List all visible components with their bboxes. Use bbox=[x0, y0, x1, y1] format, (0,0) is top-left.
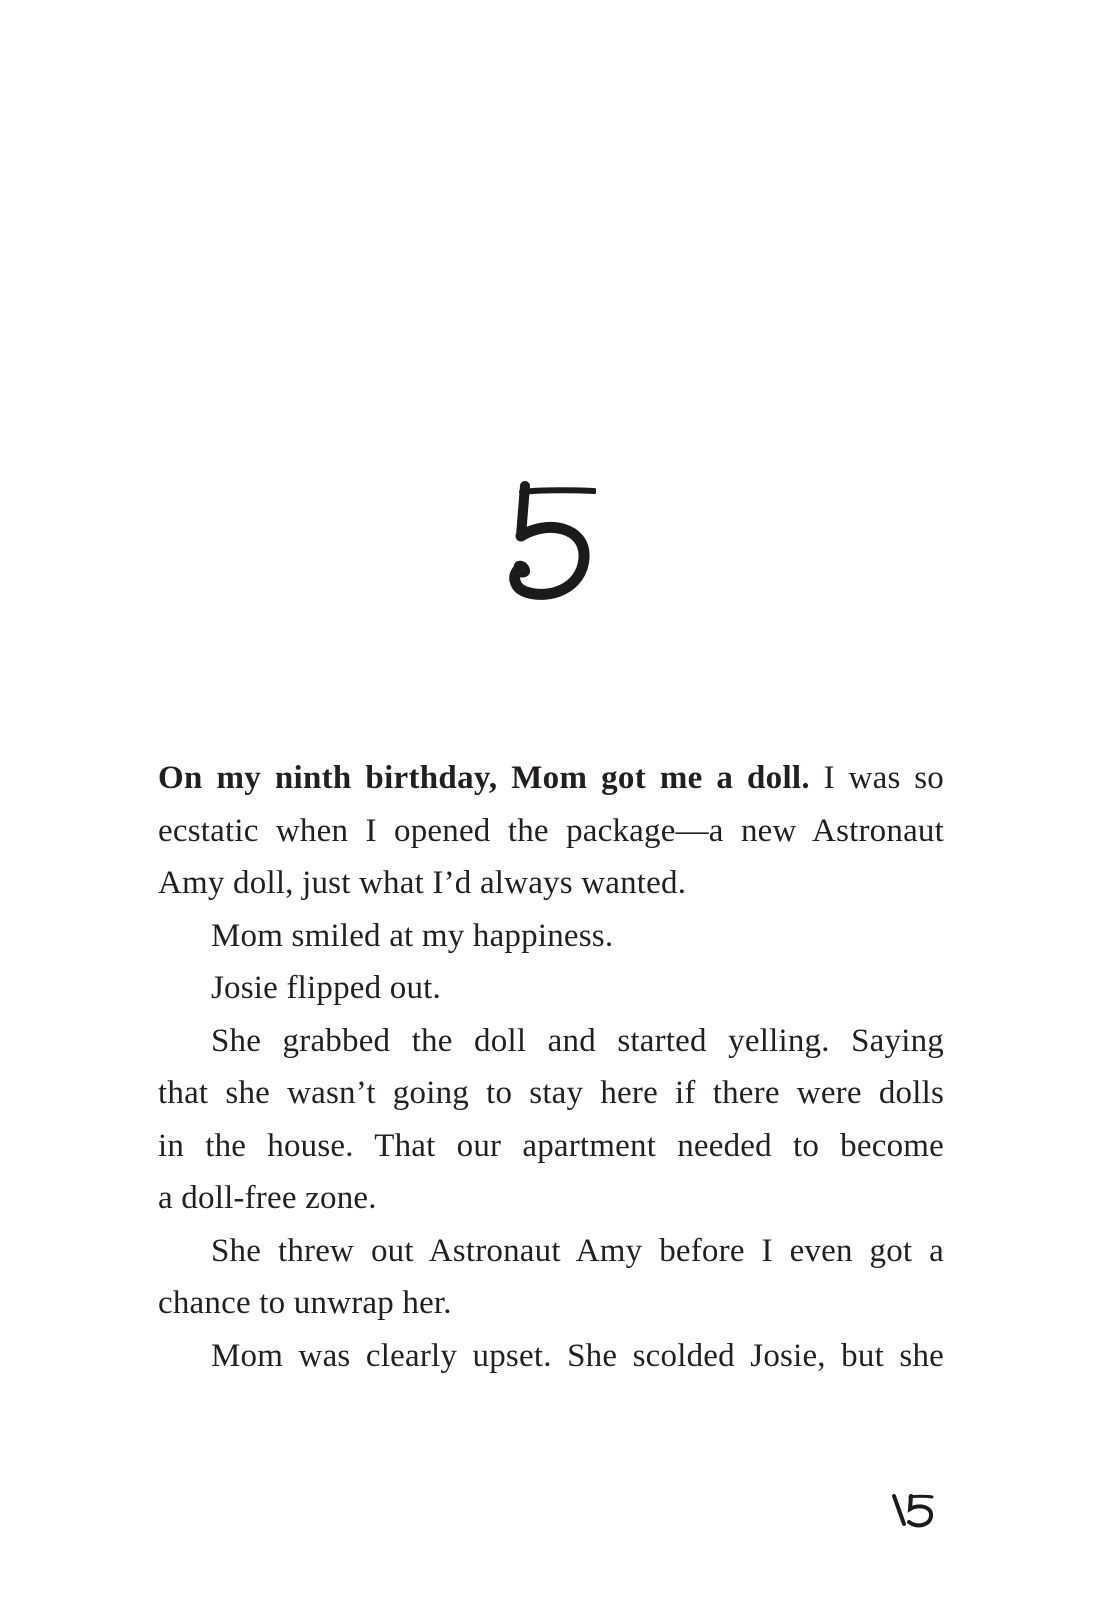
text-line: Josie flipped out. bbox=[211, 970, 441, 1006]
chapter-number-glyph bbox=[506, 478, 596, 600]
page-number-glyph bbox=[880, 1490, 950, 1530]
chapter-lead-in: On my ninth birthday, Mom got me a doll. bbox=[158, 760, 810, 796]
text-line: that she wasn’t going to stay here if there were dolls bbox=[158, 1075, 944, 1111]
text-line: a doll-free zone. bbox=[158, 1180, 377, 1216]
text-line: chance to unwrap her. bbox=[158, 1285, 452, 1321]
chapter-text bbox=[158, 752, 944, 1382]
text-line: Mom smiled at my happiness. bbox=[211, 917, 614, 954]
text-line: She threw out Astronaut Amy before I even got a bbox=[211, 1232, 944, 1269]
text-line bbox=[158, 752, 944, 805]
text-line: in the house. That our apartment needed to become bbox=[158, 1127, 944, 1164]
text-line: ecstatic when I opened the package—a new Astronaut bbox=[158, 812, 944, 849]
page-number bbox=[880, 1490, 950, 1530]
text-run: I was so bbox=[809, 760, 944, 796]
text-line: Mom was clearly upset. She scolded Josie, but she bbox=[211, 1337, 944, 1374]
text-line: She grabbed the doll and started yelling. Saying bbox=[211, 1022, 944, 1059]
text-line: Amy doll, just what I’d always wanted. bbox=[158, 865, 687, 901]
chapter-number bbox=[0, 478, 1101, 605]
